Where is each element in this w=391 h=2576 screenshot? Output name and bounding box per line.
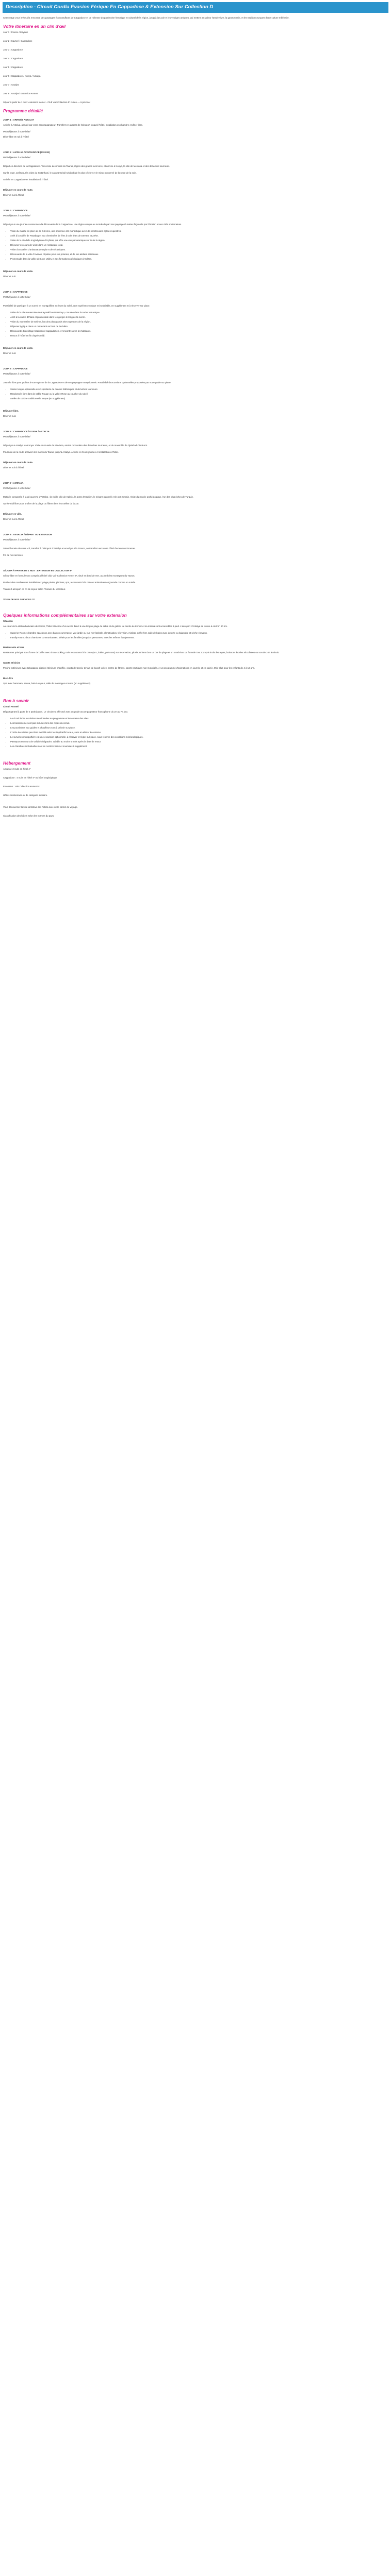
programme-day (3, 118, 388, 139)
day-paragraph: Petit déjeuner à votre hôtel (3, 372, 30, 375)
day-paragraph: Arrivée en Cappadoce et installation à l'hôtel. (3, 178, 48, 181)
list-item: • Randonnée libre dans la vallée Rouge ou la vallée Rose au coucher du soleil. (10, 392, 388, 396)
info-paragraph: Au cœur de la station balnéaire de Kemer, l'hôtel bénéficie d'un accès direct à une longue plage de sable et de galets. Le centre de Kemer et sa marina sont accessibles à pied. L'aéroport d'Antalya se trouve à environ 60 km. (3, 625, 228, 628)
list-item: • Retour à l'hôtel en fin d'après-midi. (10, 334, 388, 338)
day-end: Fin de nos services. (3, 554, 24, 556)
day-end: Dîner et nuit. (3, 415, 17, 417)
day-bullet-list (3, 229, 388, 261)
programme-day (3, 150, 388, 197)
day-paragraph: Poursuite de la route à travers les monts du Taurus jusqu'à Antalya. Arrivée en fin de journée et installation à l'hôtel. (3, 451, 119, 453)
day-heading: JOUR 4 : CAPPADOCE (3, 291, 28, 293)
day-paragraph: Petit déjeuner à votre hôtel (3, 156, 30, 159)
info-paragraph: Piscine extérieure avec toboggans, piscine intérieure chauffée, courts de tennis, terrain de beach-volley, centre de fitness, sports nautiques non motorisés, et un programme d'animations en journée et en soirée. Mini-club pour les enfants de 4 à 12 ans. (3, 667, 255, 669)
itinerary-list (3, 30, 388, 105)
list-item: • Visite de la cité souterraine de Kaymakli ou Derinkuyu, creusée dans la roche volcanique. (10, 311, 388, 315)
list-item: • Le survol en montgolfière est une excursion optionnelle, à réserver et régler sur place, sous réserve des conditions météorologiques. (10, 735, 388, 739)
itinerary-line: Jour 7 : Antalya (3, 83, 19, 86)
info-label: Situation (3, 620, 13, 622)
day-heading: JOUR 3 : CAPPADOCE (3, 209, 28, 212)
good-to-know-block (3, 705, 388, 749)
info-label: Bien-être (3, 677, 13, 680)
list-item: • Les pourboires aux guides et chauffeurs sont à prévoir sur place. (10, 726, 388, 730)
list-item: • Découverte de la ville d'Avanos, réputée pour ses poteries, et de ses ateliers artisanaux. (10, 252, 388, 257)
list-item: • Visite du monastère de Selime, l'un des plus grands sites rupestres de la région. (10, 320, 388, 324)
day-paragraph: Possibilité de participer à un survol en montgolfière au lever du soleil, une expérience unique et inoubliable, en supplément et à réserver sur place. (3, 304, 150, 307)
accommodation-note: Classification des hôtels selon les normes du pays. (3, 815, 55, 817)
programme-title: Programme détaillé (3, 108, 43, 113)
day-paragraph: Petit déjeuner à votre hôtel (3, 538, 30, 541)
day-end: Dîner et nuit. (3, 275, 17, 278)
day-end: Déjeuner en cours de visite. (3, 270, 34, 273)
main-content (0, 16, 391, 818)
list-item: • Les boissons ne sont pas incluses lors des repas du circuit. (10, 721, 388, 725)
info-label: Restaurants et bars (3, 646, 24, 649)
day-paragraph: Petit déjeuner à votre hôtel (3, 296, 30, 298)
intro-text: Cet voyage vous invite à la rencontre des paysages époustouflants de Cappadoce et de richesse du patrimoine historique et culturel de la région, jusqu'à la Lycie et les vestiges antiques, qui mettent en valeur l'art de vivre, la gastronomie, et les traditions turques d'une culture millénaire. (3, 16, 289, 19)
list-item: • Visite d'un atelier d'artisanat de tapis et de céramiques. (10, 248, 388, 252)
day-end: Dîner et nuit à l'hôtel. (3, 194, 25, 196)
list-item: • Atelier de cuisine traditionnelle turque (en supplément). (10, 397, 388, 401)
itinerary-line: Jour 8 : Antalya / Extension Kemer (3, 92, 38, 95)
itinerary-line: Jour 1 : France / Kayseri (3, 31, 28, 33)
info-block (3, 619, 388, 686)
good-to-know-list (3, 717, 388, 749)
day-paragraph: Petit déjeuner à votre hôtel (3, 487, 30, 489)
day-end: Déjeuner en ville. (3, 513, 22, 515)
list-item: • Superior Room : chambre spacieuse avec balcon ou terrasse, vue jardin ou vue mer latérale, climatisation, télévision, minibar, coffre-fort, salle de bains avec douche ou baignoire et sèche-cheveux. (10, 631, 388, 635)
extension-end-note: *** FIN DE NOS SERVICES *** (3, 598, 35, 601)
day-end: Déjeuner en cours de route. (3, 189, 34, 191)
hero-banner (3, 2, 388, 13)
day-end: Déjeuner libre. (3, 410, 19, 412)
list-item: • Découverte d'un village traditionnel cappadocien et rencontre avec les habitants. (10, 329, 388, 333)
accommodation-title: Hébergement (3, 760, 31, 766)
day-paragraph: Petit déjeuner à votre hôtel (3, 435, 30, 438)
list-item: • L'ordre des visites peut être modifié selon les impératifs locaux, sans en altérer le contenu. (10, 731, 388, 735)
list-item: • Arrêt à la vallée de Pasabag et aux cheminées de fées à trois têtes de Devrent et Zelve. (10, 234, 388, 238)
info-title: Quelques informations complémentaires sur votre extension (3, 613, 127, 618)
day-end: Déjeuner en cours de route. (3, 461, 34, 464)
day-paragraph: Petit déjeuner à votre hôtel (3, 214, 30, 217)
day-paragraph: Arrivée à Antalya, accueil par votre accompagnateur. Transfert en autocar de l'aéroport jusqu'à l'hôtel. Installation en chambre et dîner libre. (3, 124, 143, 126)
extension-paragraph: Séjour libre en formule tout compris à l'hôtel club Voir Collection Kemer 5*, situé en bord de mer, au pied des montagnes du Taurus. (3, 574, 135, 577)
day-end: Dîner et nuit à l'hôtel. (3, 518, 25, 520)
accommodation-note: Vous découvrirez la liste définitive des hôtels avec votre carnet de voyage. (3, 806, 78, 808)
list-item: • Les chambres individuelles sont en nombre limité et soumises à supplément. (10, 744, 388, 749)
itinerary-line: Séjour à partir de 1 nuit : extension Kemer - Club Voir Collection 5* nuitée — à préciser (3, 101, 91, 104)
info-bullet-list (3, 631, 388, 640)
day-paragraph: Sur la route, arrêt pour la visite du Sultanhani, le caravansérail seldjoukide le plus célèbre et le mieux conservé de la route de la soie. (3, 172, 137, 174)
list-item: • Déjeuner en cours de visite dans un restaurant local. (10, 243, 388, 247)
day-paragraph: Départ pour une journée consacrée à la découverte de la Cappadoce, une région unique au monde de part ses paysages lunaires façonnés par l'érosion et ses cités souterraines. (3, 223, 182, 226)
day-paragraph: Après-midi libre pour profiter de la plage ou flâner dans les ruelles du bazar. (3, 502, 79, 505)
day-paragraph: Départ en direction de la Cappadoce. Traversée des monts du Taurus, région des grands lacs turcs, et arrivée à Konya, la ville de Mevlana et des derviches tourneurs. (3, 165, 170, 167)
list-item: • Promenade dans la vallée de Love Valley et ses formations géologiques insolites. (10, 257, 388, 261)
day-bullet-list (3, 387, 388, 401)
day-heading: JOUR 1 : ARRIVÉE ANTALYA (3, 118, 35, 121)
programme-day (3, 533, 388, 557)
programme-day (3, 481, 388, 521)
programme-day (3, 367, 388, 418)
programme-day (3, 290, 388, 355)
list-item: • Le circuit inclut les visites mentionnées au programme et les entrées des sites. (10, 717, 388, 721)
day-paragraph: Départ pour Antalya via Konya. Visite du musée de Mevlana, ancien monastère des derviches tourneurs, et du mausolée de Djalal ad-Din Rumi. (3, 444, 148, 447)
day-heading: JOUR 8 : ANTALYA / DÉPART OU EXTENSION (3, 533, 53, 536)
accommodation-line: Extension : Voir Collection Kemer 5* (3, 785, 40, 788)
programme-day (3, 209, 388, 279)
accommodation-line: Hôtels mentionnés ou de catégorie similaire. (3, 794, 48, 796)
day-sub-text: Dîner libre et nuit à l'hôtel (3, 135, 29, 138)
extension-paragraph: Profitez des nombreuses installations : plage privée, piscines, spa, restaurants à la carte et animations en journée comme en soirée. (3, 581, 136, 584)
itinerary-line: Jour 5 : Cappadoce (3, 66, 23, 69)
info-paragraph: Restaurant principal sous forme de buffet avec show-cooking, trois restaurants à la carte (turc, italien, poissons) sur réservation, plusieurs bars dont un bar de plage et un snack-bar. La formule Tout Compris inclut les repas, boissons locales alcoolisées ou non de 10h à minuit. (3, 651, 280, 654)
day-heading: JOUR 7 : ANTALYA (3, 482, 24, 484)
day-paragraph: Selon l'horaire de votre vol, transfert à l'aéroport d'Antalya et envol pour la France, ou transfert vers votre hôtel d'extension à Kemer. (3, 547, 136, 550)
day-end: Dîner et nuit à l'hôtel. (3, 466, 25, 469)
accommodation-block (3, 767, 388, 818)
good-to-know-sub: Circuit Formel (3, 705, 19, 708)
extension-block (3, 569, 388, 602)
itinerary-title: Votre itinéraire en un clin d'œil (3, 24, 66, 29)
list-item: • Passeport en cours de validité obligatoire, valable au moins 6 mois après la date de retour. (10, 740, 388, 744)
info-paragraph: Spa avec hammam, sauna, bain à vapeur, salle de massages et soins (en supplément). (3, 682, 91, 685)
day-end: Dîner et nuit. (3, 352, 17, 354)
day-sub-label: Petit déjeuner à votre hôtel (3, 130, 30, 133)
day-paragraph: Matinée consacrée à la découverte d'Antalya : la vieille ville de Kaleiçi, la porte d'Hadrien, le minaret cannelé et le port romain. Visite du musée archéologique, l'un des plus riches de Turquie. (3, 496, 194, 498)
list-item: • Visite du musée en plein air de Göreme, une ancienne cité monastique avec de nombreuses églises rupestres. (10, 229, 388, 233)
info-label: Sports et loisirs (3, 662, 21, 664)
good-to-know-title: Bon à savoir (3, 698, 29, 703)
accommodation-line: Antalya : 2 nuits en hôtel 4* (3, 768, 31, 770)
itinerary-line: Jour 3 : Cappadoce (3, 48, 23, 51)
itinerary-line: Jour 4 : Cappadoce (3, 57, 23, 60)
extension-paragraph: Transfert aéroport en fin de séjour selon l'horaire du vol retour. (3, 588, 66, 590)
itinerary-line: Jour 2 : Kayseri / Cappadoce (3, 40, 32, 42)
page-title: Description - Circuit Cordia Evasion Férique En Cappadoce & Extension Sur Collection D (6, 4, 214, 10)
itinerary-line: Jour 6 : Cappadoce / Konya / Antalya (3, 75, 41, 77)
day-heading: JOUR 5 : CAPPADOCE (3, 367, 28, 370)
list-item: • Family Room : deux chambres communicantes, idéale pour les familles jusqu'à 4 personnes, avec les mêmes équipements. (10, 636, 388, 640)
day-bullet-list (3, 311, 388, 338)
good-to-know-intro: Départ garanti à partir de 2 participants. Le circuit est effectué avec un guide accompagnateur francophone du 2e au 7e jour. (3, 710, 128, 713)
day-paragraph: Journée libre pour profiter à votre rythme de la Cappadoce et de ses paysages exceptionnels. Possibilité d'excursions optionnelles proposées par votre guide sur place. (3, 381, 171, 384)
list-item: • Visite de la citadelle troglodytique d'Uçhisar, qui offre une vue panoramique sur toute la région. (10, 239, 388, 243)
programme-day (3, 430, 388, 470)
extension-heading: SÉJOUR À PARTIR DE 1 NUIT : EXTENSION EN COLLECTION 5* (3, 569, 72, 572)
list-item: • Déjeuner typique dans un restaurant au bord de la rivière. (10, 325, 388, 329)
day-heading: JOUR 6 : CAPPADOCE / KONYA / ANTALYA (3, 430, 50, 433)
list-item: • Soirée turque optionnelle avec spectacle de danses folkloriques et derviches tourneurs. (10, 387, 388, 392)
day-end: Déjeuner en cours de visite. (3, 347, 34, 349)
accommodation-line: Cappadoce : 4 nuits en hôtel 4* ou hôtel troglodytique (3, 776, 57, 779)
list-item: • Arrêt à la vallée d'Ihlara et promenade dans les gorges le long de la rivière. (10, 315, 388, 319)
day-heading: JOUR 2 : ANTALYA / CAPPADOCE (570 KM) (3, 151, 50, 154)
